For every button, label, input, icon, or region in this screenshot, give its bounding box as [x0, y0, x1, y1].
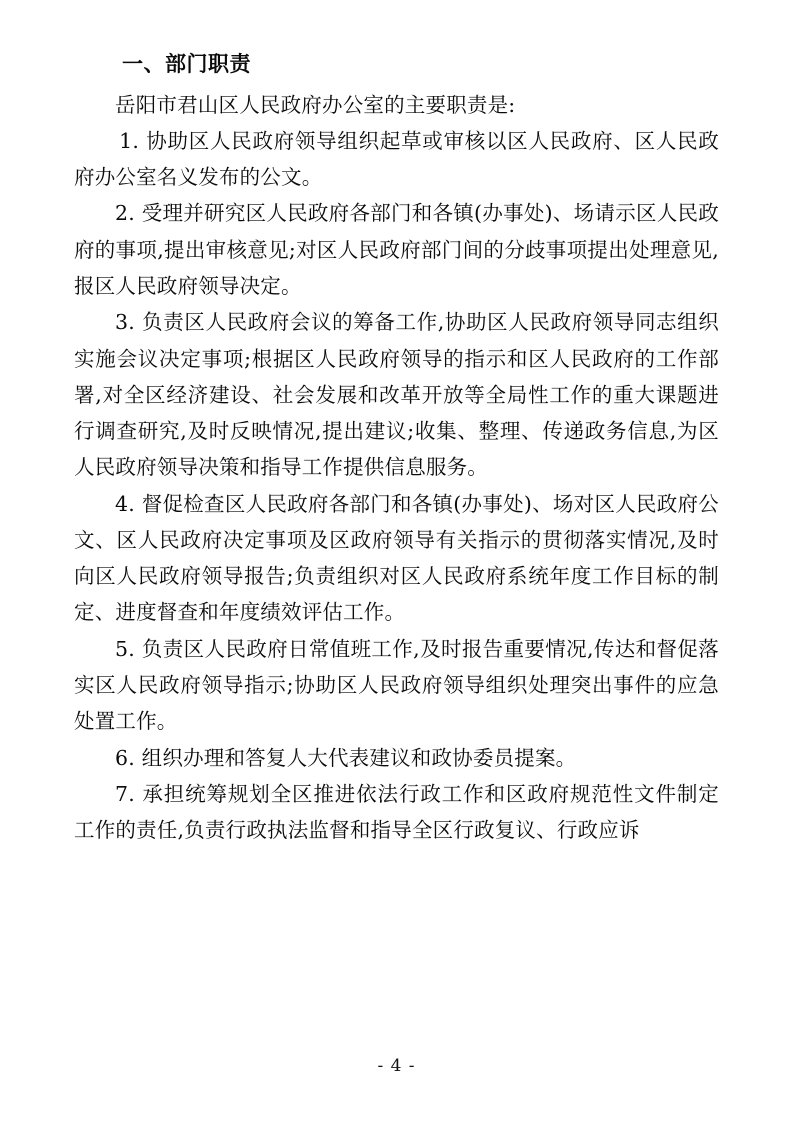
paragraph-item-4: 4. 督促检查区人民政府各部门和各镇(办事处)、场对区人民政府公文、区人民政府决定事项及区政府领导有关指示的贯彻落实情况,及时向区人民政府领导报告;负责组织对区人民政府系统年度工作目标的制定、进度督查和年度绩效评估工作。	[74, 491, 719, 625]
page-number: - 4 -	[377, 1056, 416, 1076]
paragraph-item-5: 5. 负责区人民政府日常值班工作,及时报告重要情况,传达和督促落实区人民政府领导指示;协助区人民政府领导组织处理突出事件的应急处置工作。	[74, 636, 719, 734]
document-body	[74, 48, 719, 848]
paragraph-item-1: 1. 协助区人民政府领导组织起草或审核以区人民政府、区人民政府办公室名义发布的公文。	[74, 128, 719, 190]
paragraph-item-6: 6. 组织办理和答复人大代表建议和政协委员提案。	[115, 745, 577, 770]
paragraph-intro: 岳阳市君山区人民政府办公室的主要职责是:	[115, 92, 516, 117]
paragraph-item-2: 2. 受理并研究区人民政府各部门和各镇(办事处)、场请示区人民政府的事项,提出审核意见;对区人民政府部门间的分歧事项提出处理意见,报区人民政府领导决定。	[74, 201, 719, 298]
paragraph-item-7: 7. 承担统筹规划全区推进依法行政工作和区政府规范性文件制定工作的责任,负责行政执法监督和指导全区行政复议、行政应诉	[74, 781, 719, 843]
paragraph-item-3: 3. 负责区人民政府会议的筹备工作,协助区人民政府领导同志组织实施会议决定事项;根据区人民政府领导的指示和区人民政府的工作部署,对全区经济建设、社会发展和改革开放等全局性工作的重大课题进行调查研究,及时反映情况,提出建议;收集、整理、传递政务信息,为区人民政府领导决策和指导工作提供信息服务。	[74, 310, 719, 480]
section-heading: 一、部门职责	[122, 51, 251, 76]
